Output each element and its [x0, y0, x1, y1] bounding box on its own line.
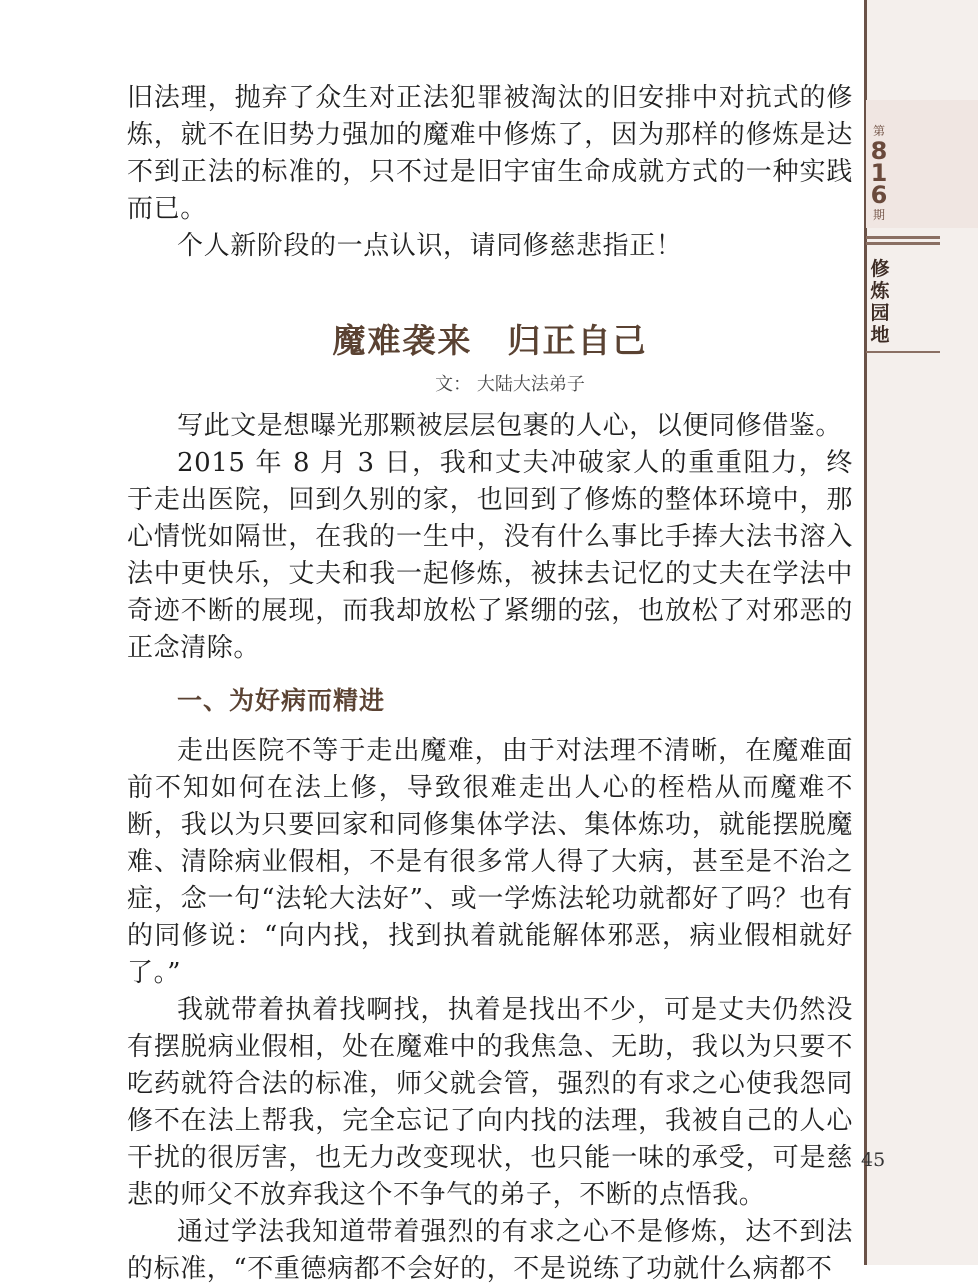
section-char: 地	[870, 324, 890, 346]
section-char: 炼	[870, 280, 890, 302]
issue-suffix: 期	[872, 208, 885, 222]
paragraph: 旧法理，抛弃了众生对正法犯罪被淘汰的旧安排中对抗式的修炼，就不在旧势力强加的魔难中修炼了，因为那样的修炼是达不到正法的标准的，只不过是旧宇宙生命成就方式的一种实践而已。	[127, 83, 853, 224]
issue-digit: 6	[870, 181, 888, 209]
paragraph: 2015 年 8 月 3 日，我和丈夫冲破家人的重重阻力，终于走出医院，回到久别的家，也回到了修炼的整体环境中，那心情恍如隔世，在我的一生中，没有什么事比手捧大法书溶入法中更快乐，丈夫和我一起修炼，被抹去记忆的丈夫在学法中奇迹不断的展现，而我却放松了紧绷的弦，也放松了对邪恶的正念清除。	[127, 448, 853, 663]
paragraph: 写此文是想曝光那颗被层层包裹的人心，以便同修借鉴。	[177, 411, 843, 441]
section-heading: 一、为好病而精进	[177, 686, 386, 715]
paragraph: 通过学法我知道带着强烈的有求之心不是修炼，达不到法的标准，“不重德病都不会好的，不是说练了功就什么病都不	[127, 1217, 853, 1284]
sidebar-rule	[866, 351, 940, 353]
sidebar-rule	[866, 236, 940, 239]
issue-number	[870, 122, 888, 224]
section-char: 园	[870, 302, 890, 324]
section-char: 修	[870, 258, 890, 280]
section-label	[868, 258, 892, 346]
issue-digit: 8	[870, 137, 888, 165]
page-number: 45	[861, 1149, 886, 1171]
article-byline: 文： 大陆大法弟子	[435, 374, 585, 395]
paragraph: 我就带着执着找啊找，执着是找出不少，可是丈夫仍然没有摆脱病业假相，处在魔难中的我焦急、无助，我以为只要不吃药就符合法的标准，师父就会管，强烈的有求之心使我怨同修不在法上帮我，完全忘记了向内找的法理，我被自己的人心干扰的很厉害，也无力改变现状，也只能一味的承受，可是慈悲的师父不放弃我这个不争气的弟子，不断的点悟我。	[127, 995, 853, 1210]
issue-digit: 1	[870, 159, 888, 187]
sidebar-rule	[866, 242, 940, 245]
issue-prefix: 第	[872, 124, 885, 138]
article-title: 魔难袭来 归正自己	[332, 321, 648, 360]
paragraph: 走出医院不等于走出魔难，由于对法理不清晰，在魔难面前不知如何在法上修，导致很难走出人心的桎梏从而魔难不断，我以为只要回家和同修集体学法、集体炼功，就能摆脱魔难、清除病业假相，不是有很多常人得了大病，甚至是不治之症，念一句“法轮大法好”、或一学炼法轮功就都好了吗？也有的同修说：“向内找，找到执着就能解体邪恶，病业假相就好了。”	[127, 736, 853, 988]
paragraph: 个人新阶段的一点认识，请同修慈悲指正！	[177, 231, 683, 261]
page-content	[127, 80, 853, 1288]
